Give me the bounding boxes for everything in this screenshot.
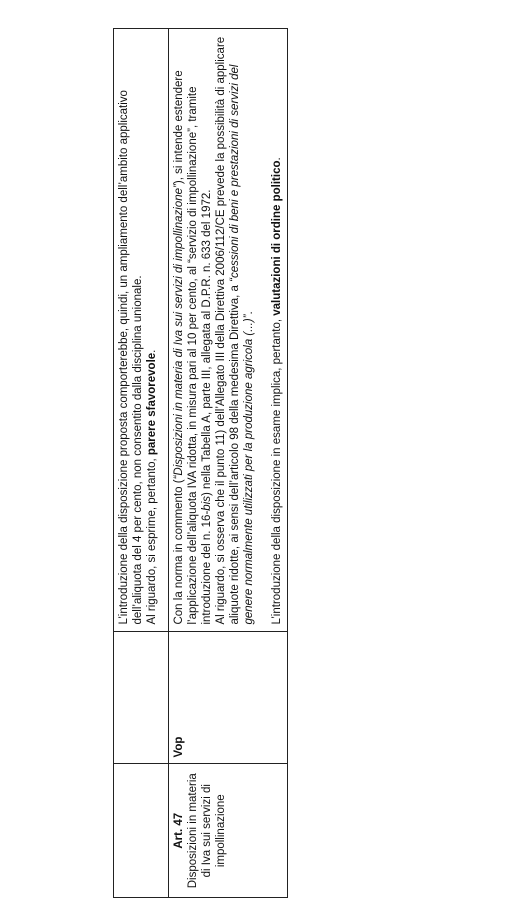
text-run: Con la norma in commento ( <box>173 479 185 625</box>
italic-text: bis <box>201 496 213 511</box>
text-run: ), si intende estendere l’applicazione dell’aliquota IVA ridotta, in misura pari al 10 per cento, al “servizio di impollinazione”, tramite introduzione del n. 16- <box>173 70 213 625</box>
text-run: L’introduzione della disposizione in esame implica, pertanto, <box>271 315 283 625</box>
italic-text: “Disposizioni in materia di Iva sui servizi di impollinazione” <box>173 184 185 480</box>
paragraph: L’introduzione della disposizione proposta comporterebbe, quindi, un ampliamento dell’ambito applicativo dell’aliquota del 4 per cento, non consentito dalla disciplina unionale. <box>118 90 144 625</box>
paragraph <box>214 35 256 625</box>
spacer <box>256 35 270 625</box>
verdict-text: parere sfavorevole <box>146 352 158 456</box>
table-row <box>169 29 288 898</box>
paragraph <box>270 35 284 625</box>
verdict-text: valutazioni di ordine politico <box>271 160 283 316</box>
text-run: . <box>146 349 158 353</box>
paragraph <box>145 35 159 625</box>
text-run: Al riguardo, si esprime, pertanto, <box>146 455 158 625</box>
article-cell <box>169 764 288 898</box>
table-row <box>114 29 169 898</box>
text-cell <box>114 29 169 632</box>
opinion-cell <box>169 631 288 764</box>
text-run: ) nella Tabella A, parte III, allegata al D.P.R. n. 633 del 1972. <box>201 189 213 496</box>
text-run: Al riguardo, si osserva che il punto 11) dell’Allegato III della Direttiva 2006/112/CE prevede la possibilità di applicare aliquote ridotte, ai sensi dell’articolo 98 della medesima Direttiva, a <box>215 36 241 625</box>
article-title: Art. 47 <box>173 812 185 849</box>
article-cell <box>114 764 169 898</box>
article-subtitle: Disposizioni in materia di Iva sui servizi di impollinazione <box>187 773 227 889</box>
text-run: . <box>271 157 283 161</box>
opinion-label: Vop <box>173 736 185 758</box>
text-run: . <box>243 311 255 315</box>
italic-text: “cessioni di beni e prestazioni di servizi del genere normalmente utilizzati per la produzione agricola (...)” <box>229 64 255 625</box>
paragraph <box>172 35 214 625</box>
document-table <box>113 28 288 898</box>
opinion-cell <box>114 631 169 764</box>
text-cell <box>169 29 288 632</box>
